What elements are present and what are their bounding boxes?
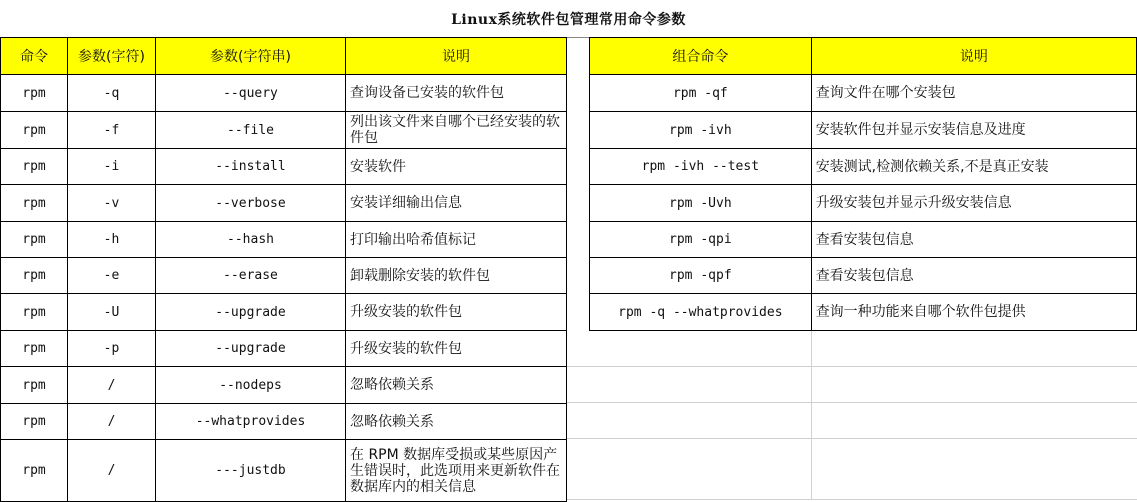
table-row — [590, 222, 1137, 258]
combined-commands-table — [589, 37, 1137, 331]
page-title: Linux系统软件包管理常用命令参数 — [0, 0, 1137, 38]
table-row — [1, 185, 567, 222]
cell-description: 安装软件包并显示安装信息及进度 — [811, 112, 1136, 149]
cell-param-string: --verbose — [156, 185, 346, 222]
cell-command: rpm — [1, 367, 68, 404]
table-row — [1, 331, 567, 367]
cell-combined-command: rpm -Uvh — [590, 185, 812, 222]
cell-description: 安装详细输出信息 — [346, 185, 567, 222]
cell-param-string: --whatprovides — [156, 404, 346, 440]
cell-param-char: -q — [68, 75, 156, 112]
cell-combined-command: rpm -qf — [590, 75, 812, 112]
cell-param-char: / — [68, 367, 156, 404]
table-row — [1, 404, 567, 440]
table-row — [590, 258, 1137, 294]
cell-command: rpm — [1, 149, 68, 185]
cell-description: 忽略依赖关系 — [346, 404, 567, 440]
table-row — [590, 294, 1137, 331]
cell-param-char: -h — [68, 222, 156, 258]
cell-combined-command: rpm -qpi — [590, 222, 812, 258]
table-header-row — [1, 38, 567, 75]
cell-description: 升级安装包并显示升级安装信息 — [811, 185, 1136, 222]
cell-description: 查看安装包信息 — [811, 258, 1136, 294]
table-row — [1, 367, 567, 404]
table-row — [1, 222, 567, 258]
header-param-char: 参数(字符) — [68, 38, 156, 75]
cell-command: rpm — [1, 294, 68, 331]
cell-description: 查询设备已安装的软件包 — [346, 75, 567, 112]
cell-command: rpm — [1, 331, 68, 367]
cell-combined-command: rpm -ivh — [590, 112, 812, 149]
grid-line — [566, 438, 1137, 439]
cell-param-string: --install — [156, 149, 346, 185]
cell-param-char: -f — [68, 112, 156, 149]
table-row — [1, 294, 567, 331]
cell-command: rpm — [1, 75, 68, 112]
grid-line — [566, 402, 1137, 403]
cell-param-char: / — [68, 440, 156, 502]
cell-description: 查看安装包信息 — [811, 222, 1136, 258]
cell-param-string: --file — [156, 112, 346, 149]
table-row — [1, 112, 567, 149]
header-combined-command: 组合命令 — [590, 38, 812, 75]
cell-param-string: --query — [156, 75, 346, 112]
cell-param-string: --hash — [156, 222, 346, 258]
cell-param-char: -p — [68, 331, 156, 367]
cell-command: rpm — [1, 222, 68, 258]
cell-param-string: --upgrade — [156, 294, 346, 331]
cell-param-char: -v — [68, 185, 156, 222]
cell-description: 查询一种功能来自哪个软件包提供 — [811, 294, 1136, 331]
header-param-string: 参数(字符串) — [156, 38, 346, 75]
table-row — [1, 258, 567, 294]
cell-param-string: --nodeps — [156, 367, 346, 404]
cell-description: 打印输出哈希值标记 — [346, 222, 567, 258]
header-command: 命令 — [1, 38, 68, 75]
cell-description: 卸载删除安装的软件包 — [346, 258, 567, 294]
cell-param-char: -U — [68, 294, 156, 331]
cell-command: rpm — [1, 112, 68, 149]
table-row — [590, 185, 1137, 222]
table-row — [1, 75, 567, 112]
cell-command: rpm — [1, 258, 68, 294]
cell-description: 升级安装的软件包 — [346, 294, 567, 331]
cell-description: 查询文件在哪个安装包 — [811, 75, 1136, 112]
cell-combined-command: rpm -ivh --test — [590, 149, 812, 185]
grid-line — [566, 366, 1137, 367]
cell-param-string: --erase — [156, 258, 346, 294]
table-row — [590, 149, 1137, 185]
cell-description: 升级安装的软件包 — [346, 331, 567, 367]
cell-command: rpm — [1, 185, 68, 222]
table-row — [590, 112, 1137, 149]
table-header-row — [590, 38, 1137, 75]
cell-param-string: ---justdb — [156, 440, 346, 502]
cell-param-string: --upgrade — [156, 331, 346, 367]
cell-param-char: / — [68, 404, 156, 440]
header-description: 说明 — [346, 38, 567, 75]
header-description: 说明 — [811, 38, 1136, 75]
cell-description: 安装软件 — [346, 149, 567, 185]
table-row — [1, 149, 567, 185]
cell-description: 列出该文件来自哪个已经安装的软件包 — [346, 112, 567, 149]
table-row — [1, 440, 567, 502]
cell-combined-command: rpm -qpf — [590, 258, 812, 294]
cell-command: rpm — [1, 404, 68, 440]
cell-param-char: -i — [68, 149, 156, 185]
cell-param-char: -e — [68, 258, 156, 294]
cell-description: 忽略依赖关系 — [346, 367, 567, 404]
cell-command: rpm — [1, 440, 68, 502]
rpm-parameters-table — [0, 37, 567, 502]
table-row — [590, 75, 1137, 112]
grid-line — [811, 330, 812, 500]
cell-description: 在 RPM 数据库受损或某些原因产生错误时，此选项用来更新软件在数据库内的相关信息 — [346, 440, 567, 502]
cell-combined-command: rpm -q --whatprovides — [590, 294, 812, 331]
cell-description: 安装测试,检测依赖关系,不是真正安装 — [811, 149, 1136, 185]
